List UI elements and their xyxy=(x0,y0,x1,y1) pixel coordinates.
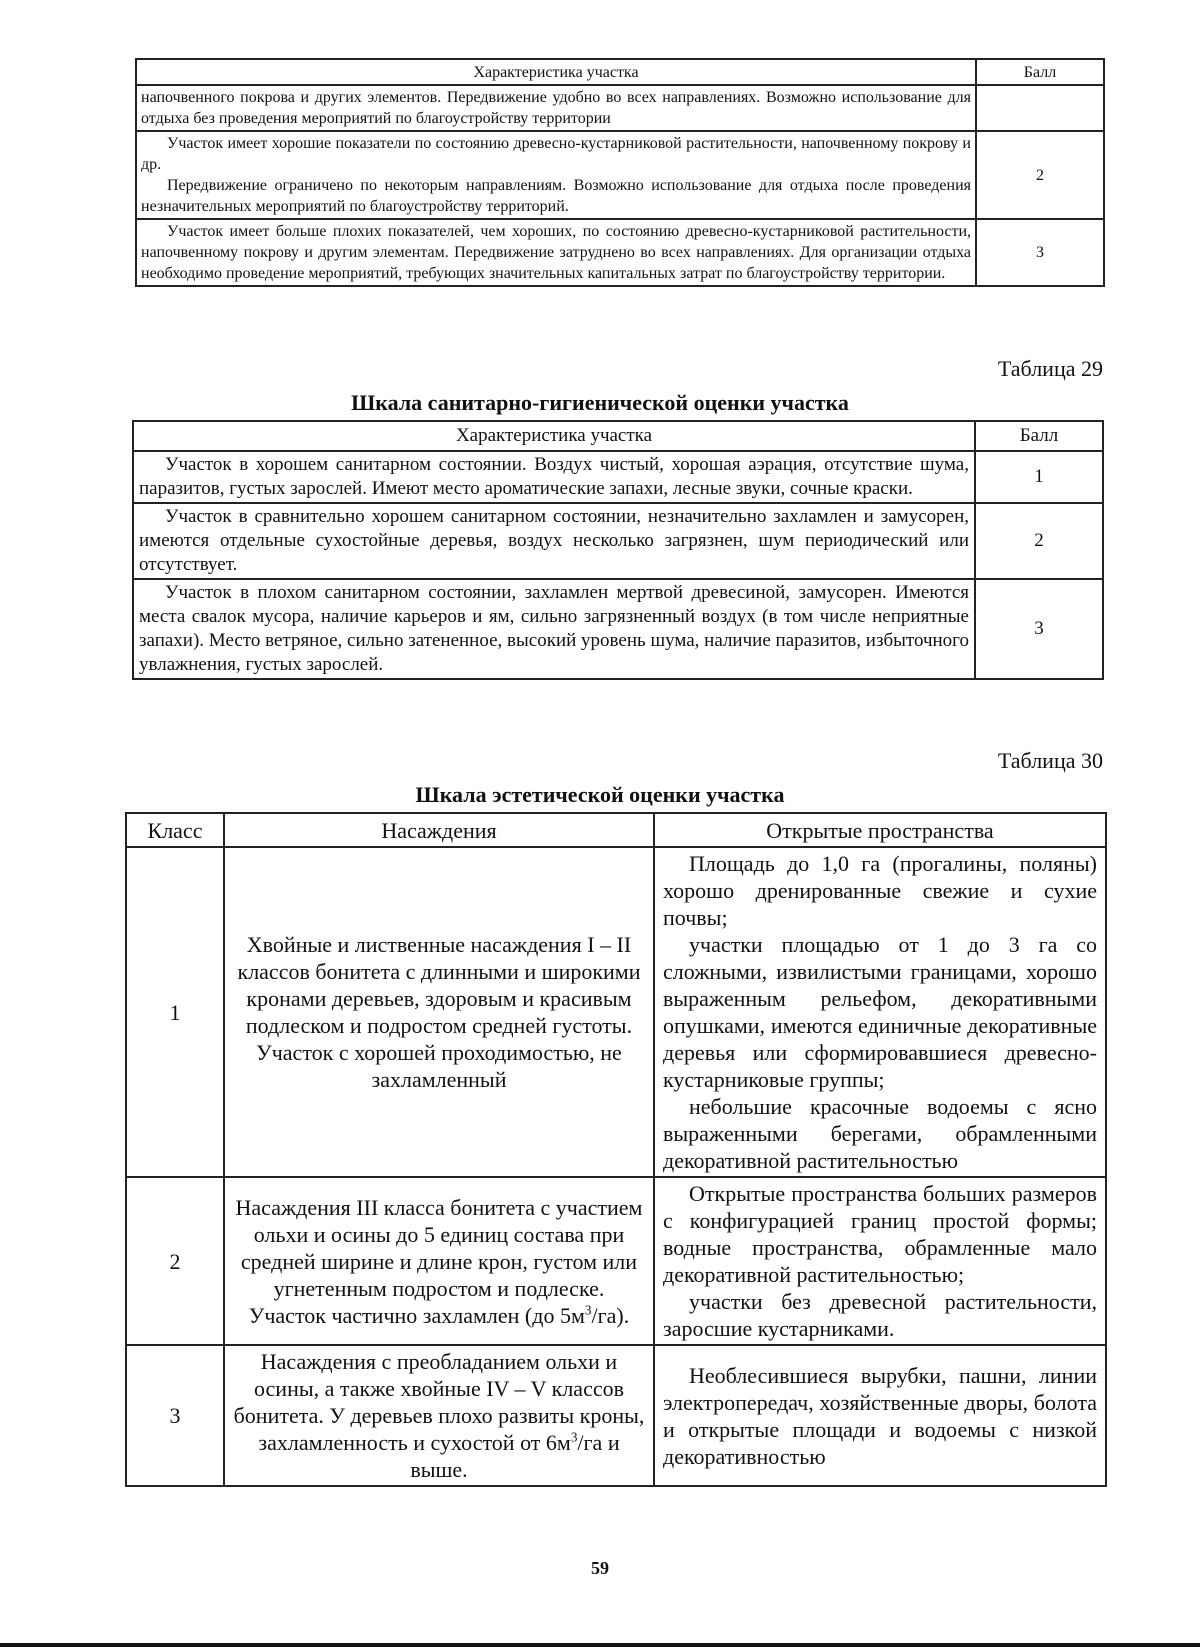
row-open-spaces xyxy=(654,1177,1106,1345)
table-30 xyxy=(125,812,1107,1487)
header-score: Балл xyxy=(975,421,1103,451)
table-29 xyxy=(132,420,1104,680)
row-text: Участок в хорошем санитарном состоянии. Воздух чистый, хорошая аэрация, отсутствие шума, паразитов, густых зарослей. Имеют место ароматические запахи, лесные звуки, сочные краски. xyxy=(139,454,969,499)
row-characteristic xyxy=(133,579,975,679)
table-29-title: Шкала санитарно-гигиенической оценки участка xyxy=(351,390,849,415)
row-plantings xyxy=(224,847,654,1177)
row-text: напочвенного покрова и других элементов. Передвижение удобно во всех направлениях. Возможно использование для отдыха без проведения мероприятий по благоустройству территории xyxy=(141,89,971,127)
plantings-text: Хвойные и лиственные насаждения I – II классов бонитета с длинными и широкими кронами деревьев, здоровым и красивым подлеском и подростом средней густоты. Участок с хорошей проходимостью, не захламленный xyxy=(237,932,641,1092)
row-characteristic xyxy=(133,503,975,579)
header-score: Балл xyxy=(976,59,1104,85)
row-open-spaces xyxy=(654,847,1106,1177)
table-28-continued xyxy=(135,58,1105,287)
row-score: 1 xyxy=(975,451,1103,503)
table-row xyxy=(126,847,1106,1177)
table-row xyxy=(136,131,1104,219)
row-score: 2 xyxy=(975,503,1103,579)
open-spaces-text: Открытые пространства больших размеров с конфигурацией границ простой формы; водные пространства, обрамленные мало декоративной растительностью; xyxy=(663,1181,1097,1287)
row-characteristic xyxy=(136,131,976,219)
table-row xyxy=(126,1345,1106,1486)
row-plantings xyxy=(224,1177,654,1345)
plantings-unit: (до $5м^3/га$). xyxy=(524,1302,630,1328)
plantings-text: Насаждения III класса бонитета с участием ольхи и осины до 5 единиц состава при средней ширине и длине крон, густом или угнетенным подростом и подлеске. Участок частично захламлен xyxy=(235,1194,643,1328)
table-row xyxy=(133,579,1103,679)
bottom-rule xyxy=(0,1643,1200,1647)
table-header-row xyxy=(136,59,1104,85)
table-row xyxy=(136,219,1104,286)
table-row xyxy=(133,503,1103,579)
table-header-row xyxy=(133,421,1103,451)
plantings-text: Насаждения с преобладанием ольхи и осины, а также хвойные IV – V классов бонитета. У деревьев плохо развиты кроны, захламленность и сухостой от xyxy=(233,1349,645,1455)
row-score: 2 xyxy=(976,131,1104,219)
table-30-title: Шкала эстетической оценки участка xyxy=(415,782,785,807)
row-text: Участок в сравнительно хорошем санитарном состоянии, незначительно захламлен и замусорен, имеются отдельные сухостойные деревья, воздух несколько загрязнен, шум периодический или отсутствует. xyxy=(139,506,969,575)
page-number: 59 xyxy=(591,1558,609,1578)
header-characteristic: Характеристика участка xyxy=(136,59,976,85)
open-spaces-text: Площадь до 1,0 га (прогалины, поляны) хорошо дренированные свежие и сухие почвы; xyxy=(663,851,1097,930)
table-header-row xyxy=(126,813,1106,847)
row-characteristic xyxy=(133,451,975,503)
row-open-spaces xyxy=(654,1345,1106,1486)
table-29-label: Таблица 29 xyxy=(997,356,1103,381)
row-class: 3 xyxy=(126,1345,224,1486)
plantings-unit: $6м^3/га$ и выше. xyxy=(410,1429,620,1482)
header-plantings: Насаждения xyxy=(224,813,654,847)
header-open-spaces: Открытые пространства xyxy=(654,813,1106,847)
table-row xyxy=(136,85,1104,131)
table-row xyxy=(133,451,1103,503)
table-30-label: Таблица 30 xyxy=(997,748,1103,773)
open-spaces-text: участки без древесной растительности, заросшие кустарниками. xyxy=(663,1289,1097,1341)
row-score xyxy=(976,85,1104,131)
row-class: 1 xyxy=(126,847,224,1177)
row-plantings xyxy=(224,1345,654,1486)
table-row xyxy=(126,1177,1106,1345)
row-characteristic xyxy=(136,219,976,286)
row-score: 3 xyxy=(976,219,1104,286)
row-text: Участок в плохом санитарном состоянии, захламлен мертвой древесиной, замусорен. Имеются места свалок мусора, наличие карьеров и ям, сильно загрязненный воздух (в том числе неприятные запахи). Место ветряное, сильно затененное, высокий уровень шума, наличие паразитов, избыточного увлажнения, густых зарослей. xyxy=(139,582,969,675)
row-text: Передвижение ограничено по некоторым направлениям. Возможно использование для отдыха после проведения незначительных мероприятий по благоустройству территорий. xyxy=(141,177,971,215)
row-characteristic xyxy=(136,85,976,131)
row-score: 3 xyxy=(975,579,1103,679)
open-spaces-text: участки площадью от 1 до 3 га со сложными, извилистыми границами, хорошо выраженным рельефом, декоративными опушками, имеются единичные декоративные деревья или сформировавшиеся древесно-кустарниковые группы; xyxy=(663,932,1097,1092)
open-spaces-text: Необлесившиеся вырубки, пашни, линии электропередач, хозяйственные дворы, болота и открытые площади и водоемы с низкой декоративностью xyxy=(663,1362,1097,1469)
header-characteristic: Характеристика участка xyxy=(133,421,975,451)
row-text: Участок имеет хорошие показатели по состоянию древесно-кустарниковой растительности, напочвенному покрову и др. xyxy=(141,135,971,173)
open-spaces-text: небольшие красочные водоемы с ясно выраженными берегами, обрамленными декоративной растительностью xyxy=(663,1094,1097,1173)
row-text: Участок имеет больше плохих показателей, чем хороших, по состоянию древесно-кустарниковой растительности, напочвенному покрову и другим элементам. Передвижение затруднено во всех направлениях. Для организации отдыха необходимо проведение мероприятий, требующих значительных капитальных затрат по благоустройству территории. xyxy=(141,223,971,282)
header-class: Класс xyxy=(126,813,224,847)
row-class: 2 xyxy=(126,1177,224,1345)
